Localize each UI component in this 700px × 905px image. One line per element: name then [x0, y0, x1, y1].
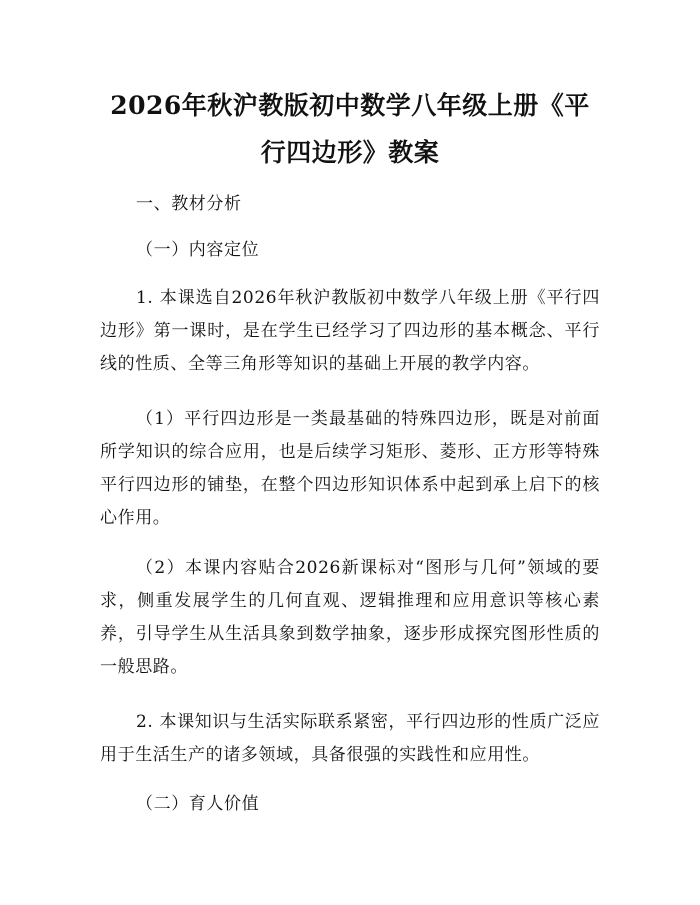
paragraph-1-sub-2: （2）本课内容贴合2026新课标对“图形与几何”领域的要求，侧重发展学生的几何直观、逻辑推理和应用意识等核心素养，引导学生从生活具象到数学抽象，逐步形成探究图形性质的一般思路。 [100, 558, 600, 677]
paragraph-1: 1. 本课选自2026年秋沪教版初中数学八年级上册《平行四边形》第一课时，是在学生已经学习了四边形的基本概念、平行线的性质、全等三角形等知识的基础上开展的教学内容。 [100, 288, 600, 374]
subsection-heading-content-positioning: （一）内容定位 [136, 240, 260, 260]
paragraph-2: 2. 本课知识与生活实际联系紧密，平行四边形的性质广泛应用于生活生产的诸多领域，具备很强的实践性和应用性。 [100, 712, 600, 765]
paragraph-1-sub-1: （1）平行四边形是一类最基础的特殊四边形，既是对前面所学知识的综合应用，也是后续学习矩形、菱形、正方形等特殊平行四边形的铺垫，在整个四边形知识体系中起到承上启下的核心作用。 [100, 409, 600, 528]
subsection-heading-educational-value: （二）育人价值 [136, 794, 260, 814]
section-heading-teaching-material-analysis: 一、教材分析 [136, 194, 242, 214]
document-title: 2026年秋沪教版初中数学八年级上册《平行四边形》教案 [110, 91, 590, 167]
